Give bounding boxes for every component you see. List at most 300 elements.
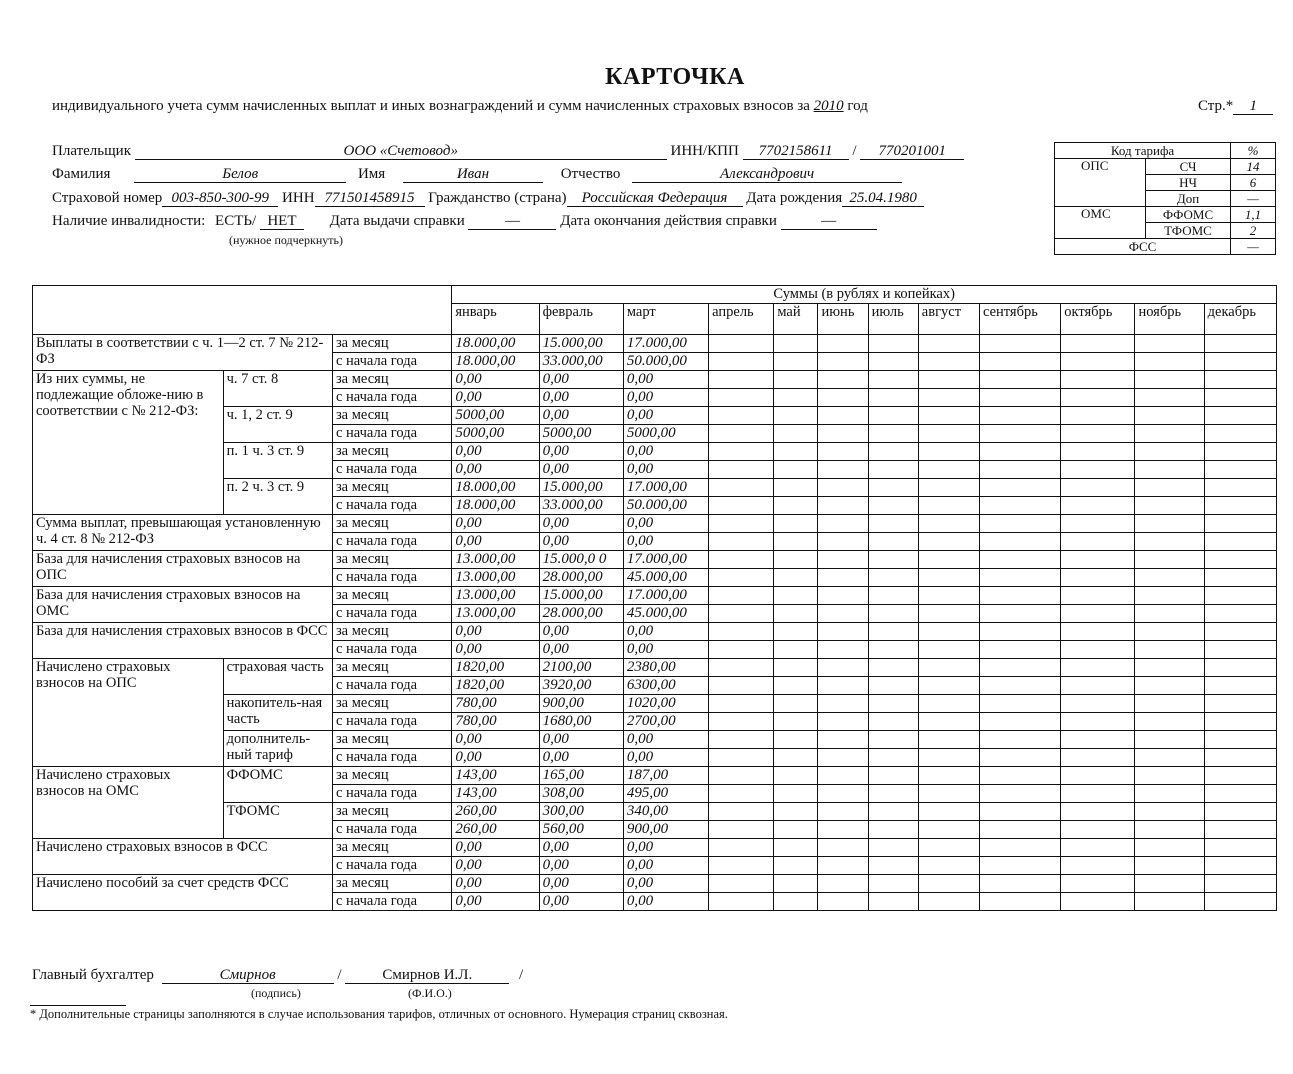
amount-cell[interactable] <box>774 677 818 695</box>
amount-cell[interactable] <box>1204 623 1276 641</box>
amount-cell[interactable] <box>1204 587 1276 605</box>
amount-cell[interactable] <box>1204 641 1276 659</box>
amount-cell[interactable] <box>868 893 918 911</box>
amount-cell[interactable] <box>774 515 818 533</box>
amount-cell[interactable] <box>1204 695 1276 713</box>
amount-cell[interactable] <box>818 461 868 479</box>
amount-cell[interactable] <box>1061 569 1135 587</box>
amount-cell[interactable] <box>709 407 774 425</box>
amount-cell[interactable] <box>818 551 868 569</box>
amount-cell[interactable] <box>709 605 774 623</box>
amount-cell[interactable] <box>709 461 774 479</box>
amount-cell[interactable] <box>868 659 918 677</box>
amount-cell[interactable] <box>868 803 918 821</box>
amount-cell[interactable] <box>979 731 1060 749</box>
amount-cell[interactable] <box>818 803 868 821</box>
amount-cell[interactable] <box>818 713 868 731</box>
amount-cell[interactable] <box>868 695 918 713</box>
amount-cell[interactable] <box>979 569 1060 587</box>
amount-cell[interactable] <box>1204 335 1276 353</box>
amount-cell[interactable] <box>868 569 918 587</box>
amount-cell[interactable]: 17.000,00 <box>623 587 708 605</box>
amount-cell[interactable]: 0,00 <box>539 533 623 551</box>
amount-cell[interactable] <box>774 641 818 659</box>
amount-cell[interactable] <box>709 875 774 893</box>
amount-cell[interactable] <box>868 353 918 371</box>
amount-cell[interactable] <box>979 371 1060 389</box>
amount-cell[interactable]: 560,00 <box>539 821 623 839</box>
amount-cell[interactable] <box>818 371 868 389</box>
amount-cell[interactable] <box>709 731 774 749</box>
amount-cell[interactable] <box>1204 389 1276 407</box>
amount-cell[interactable] <box>1204 515 1276 533</box>
amount-cell[interactable] <box>774 893 818 911</box>
amount-cell[interactable]: 33.000,00 <box>539 353 623 371</box>
amount-cell[interactable]: 33.000,00 <box>539 497 623 515</box>
amount-cell[interactable] <box>1061 857 1135 875</box>
amount-cell[interactable]: 0,00 <box>623 749 708 767</box>
amount-cell[interactable]: 13.000,00 <box>452 551 539 569</box>
amount-cell[interactable] <box>774 443 818 461</box>
amount-cell[interactable]: 13.000,00 <box>452 587 539 605</box>
amount-cell[interactable]: 143,00 <box>452 767 539 785</box>
amount-cell[interactable] <box>1061 479 1135 497</box>
amount-cell[interactable] <box>774 731 818 749</box>
amount-cell[interactable] <box>918 479 979 497</box>
amount-cell[interactable] <box>818 749 868 767</box>
amount-cell[interactable] <box>774 371 818 389</box>
amount-cell[interactable] <box>918 695 979 713</box>
amount-cell[interactable] <box>918 587 979 605</box>
amount-cell[interactable] <box>918 497 979 515</box>
amount-cell[interactable] <box>1204 749 1276 767</box>
amount-cell[interactable] <box>868 497 918 515</box>
amount-cell[interactable] <box>1204 659 1276 677</box>
amount-cell[interactable] <box>918 839 979 857</box>
amount-cell[interactable]: 260,00 <box>452 821 539 839</box>
disability-no[interactable]: НЕТ <box>260 213 304 230</box>
amount-cell[interactable] <box>709 515 774 533</box>
amount-cell[interactable]: 0,00 <box>452 857 539 875</box>
amount-cell[interactable] <box>979 713 1060 731</box>
amount-cell[interactable] <box>818 875 868 893</box>
amount-cell[interactable] <box>918 731 979 749</box>
amount-cell[interactable] <box>979 605 1060 623</box>
amount-cell[interactable] <box>1061 767 1135 785</box>
amount-cell[interactable] <box>868 821 918 839</box>
first-name-field[interactable]: Иван <box>403 166 543 183</box>
amount-cell[interactable] <box>709 569 774 587</box>
amount-cell[interactable] <box>868 839 918 857</box>
amount-cell[interactable]: 2380,00 <box>623 659 708 677</box>
amount-cell[interactable] <box>979 497 1060 515</box>
amount-cell[interactable] <box>1061 785 1135 803</box>
amount-cell[interactable]: 6300,00 <box>623 677 708 695</box>
amount-cell[interactable] <box>868 551 918 569</box>
amount-cell[interactable] <box>868 533 918 551</box>
amount-cell[interactable] <box>1204 479 1276 497</box>
amount-cell[interactable] <box>1204 605 1276 623</box>
amount-cell[interactable] <box>1204 551 1276 569</box>
amount-cell[interactable] <box>818 497 868 515</box>
amount-cell[interactable]: 0,00 <box>452 731 539 749</box>
amount-cell[interactable] <box>1204 407 1276 425</box>
amount-cell[interactable] <box>709 677 774 695</box>
amount-cell[interactable]: 0,00 <box>452 623 539 641</box>
amount-cell[interactable]: 143,00 <box>452 785 539 803</box>
amount-cell[interactable] <box>774 695 818 713</box>
amount-cell[interactable] <box>868 335 918 353</box>
amount-cell[interactable] <box>1135 695 1204 713</box>
amount-cell[interactable] <box>818 677 868 695</box>
amount-cell[interactable] <box>818 407 868 425</box>
amount-cell[interactable]: 5000,00 <box>452 425 539 443</box>
amount-cell[interactable] <box>1135 407 1204 425</box>
amount-cell[interactable] <box>1135 731 1204 749</box>
amount-cell[interactable] <box>818 389 868 407</box>
amount-cell[interactable] <box>1204 713 1276 731</box>
amount-cell[interactable] <box>918 659 979 677</box>
amount-cell[interactable] <box>818 443 868 461</box>
amount-cell[interactable] <box>918 389 979 407</box>
birth-field[interactable]: 25.04.1980 <box>842 190 924 207</box>
amount-cell[interactable] <box>1135 821 1204 839</box>
amount-cell[interactable] <box>709 353 774 371</box>
amount-cell[interactable] <box>774 839 818 857</box>
amount-cell[interactable] <box>1061 605 1135 623</box>
amount-cell[interactable]: 2700,00 <box>623 713 708 731</box>
amount-cell[interactable] <box>918 875 979 893</box>
amount-cell[interactable]: 300,00 <box>539 803 623 821</box>
amount-cell[interactable]: 0,00 <box>452 515 539 533</box>
amount-cell[interactable] <box>1204 785 1276 803</box>
amount-cell[interactable] <box>1135 659 1204 677</box>
amount-cell[interactable]: 17.000,00 <box>623 479 708 497</box>
amount-cell[interactable] <box>918 641 979 659</box>
amount-cell[interactable] <box>709 785 774 803</box>
amount-cell[interactable] <box>918 677 979 695</box>
insurance-field[interactable]: 003-850-300-99 <box>162 190 278 207</box>
amount-cell[interactable] <box>1204 569 1276 587</box>
amount-cell[interactable] <box>774 497 818 515</box>
amount-cell[interactable] <box>1135 605 1204 623</box>
amount-cell[interactable] <box>1135 767 1204 785</box>
amount-cell[interactable]: 340,00 <box>623 803 708 821</box>
amount-cell[interactable] <box>1061 695 1135 713</box>
payer-inn-field[interactable]: 7702158611 <box>743 143 849 160</box>
amount-cell[interactable] <box>1135 551 1204 569</box>
amount-cell[interactable] <box>918 857 979 875</box>
amount-cell[interactable]: 0,00 <box>539 857 623 875</box>
amount-cell[interactable]: 0,00 <box>539 371 623 389</box>
amount-cell[interactable] <box>868 875 918 893</box>
amount-cell[interactable] <box>979 353 1060 371</box>
amount-cell[interactable] <box>1135 425 1204 443</box>
amount-cell[interactable] <box>818 893 868 911</box>
amount-cell[interactable]: 0,00 <box>623 839 708 857</box>
amount-cell[interactable] <box>979 479 1060 497</box>
amount-cell[interactable] <box>979 875 1060 893</box>
amount-cell[interactable]: 28.000,00 <box>539 605 623 623</box>
amount-cell[interactable] <box>1061 587 1135 605</box>
amount-cell[interactable]: 0,00 <box>539 623 623 641</box>
amount-cell[interactable] <box>818 605 868 623</box>
amount-cell[interactable] <box>818 623 868 641</box>
amount-cell[interactable] <box>1135 857 1204 875</box>
cert-end-field[interactable]: — <box>781 213 877 230</box>
amount-cell[interactable] <box>1135 335 1204 353</box>
amount-cell[interactable] <box>979 695 1060 713</box>
amount-cell[interactable] <box>818 857 868 875</box>
amount-cell[interactable] <box>1204 821 1276 839</box>
amount-cell[interactable] <box>979 461 1060 479</box>
amount-cell[interactable] <box>709 695 774 713</box>
amount-cell[interactable] <box>1204 443 1276 461</box>
amount-cell[interactable]: 0,00 <box>623 443 708 461</box>
amount-cell[interactable]: 0,00 <box>539 407 623 425</box>
amount-cell[interactable] <box>979 839 1060 857</box>
amount-cell[interactable] <box>979 587 1060 605</box>
amount-cell[interactable]: 15.000,00 <box>539 335 623 353</box>
amount-cell[interactable] <box>918 767 979 785</box>
person-inn-field[interactable]: 771501458915 <box>315 190 425 207</box>
amount-cell[interactable]: 50.000,00 <box>623 497 708 515</box>
amount-cell[interactable] <box>1061 893 1135 911</box>
amount-cell[interactable] <box>979 749 1060 767</box>
amount-cell[interactable] <box>979 893 1060 911</box>
amount-cell[interactable] <box>1061 641 1135 659</box>
amount-cell[interactable] <box>868 515 918 533</box>
amount-cell[interactable] <box>979 785 1060 803</box>
amount-cell[interactable] <box>709 371 774 389</box>
amount-cell[interactable]: 0,00 <box>452 371 539 389</box>
amount-cell[interactable] <box>709 767 774 785</box>
amount-cell[interactable] <box>774 353 818 371</box>
amount-cell[interactable] <box>709 857 774 875</box>
amount-cell[interactable] <box>1204 767 1276 785</box>
amount-cell[interactable] <box>868 605 918 623</box>
amount-cell[interactable] <box>918 425 979 443</box>
amount-cell[interactable]: 0,00 <box>539 839 623 857</box>
amount-cell[interactable] <box>979 857 1060 875</box>
amount-cell[interactable]: 17.000,00 <box>623 335 708 353</box>
amount-cell[interactable]: 0,00 <box>623 857 708 875</box>
amount-cell[interactable] <box>1135 713 1204 731</box>
amount-cell[interactable] <box>1061 659 1135 677</box>
amount-cell[interactable]: 18.000,00 <box>452 335 539 353</box>
amount-cell[interactable] <box>918 515 979 533</box>
amount-cell[interactable] <box>1061 425 1135 443</box>
amount-cell[interactable] <box>868 623 918 641</box>
amount-cell[interactable] <box>868 443 918 461</box>
amount-cell[interactable] <box>868 479 918 497</box>
signature-field[interactable]: Смирнов <box>162 967 334 984</box>
amount-cell[interactable] <box>918 821 979 839</box>
amount-cell[interactable]: 18.000,00 <box>452 353 539 371</box>
amount-cell[interactable] <box>818 821 868 839</box>
amount-cell[interactable] <box>709 335 774 353</box>
amount-cell[interactable] <box>774 623 818 641</box>
amount-cell[interactable]: 165,00 <box>539 767 623 785</box>
amount-cell[interactable] <box>1061 551 1135 569</box>
amount-cell[interactable] <box>709 713 774 731</box>
amount-cell[interactable] <box>1061 731 1135 749</box>
amount-cell[interactable] <box>818 659 868 677</box>
amount-cell[interactable] <box>1135 443 1204 461</box>
amount-cell[interactable] <box>979 659 1060 677</box>
amount-cell[interactable] <box>774 533 818 551</box>
amount-cell[interactable] <box>979 533 1060 551</box>
amount-cell[interactable]: 17.000,00 <box>623 551 708 569</box>
amount-cell[interactable] <box>1135 587 1204 605</box>
amount-cell[interactable]: 0,00 <box>452 461 539 479</box>
amount-cell[interactable]: 0,00 <box>623 641 708 659</box>
amount-cell[interactable]: 0,00 <box>539 875 623 893</box>
amount-cell[interactable] <box>979 389 1060 407</box>
amount-cell[interactable] <box>979 677 1060 695</box>
amount-cell[interactable]: 2100,00 <box>539 659 623 677</box>
amount-cell[interactable]: 0,00 <box>623 515 708 533</box>
amount-cell[interactable] <box>818 641 868 659</box>
amount-cell[interactable]: 0,00 <box>452 875 539 893</box>
amount-cell[interactable] <box>774 389 818 407</box>
amount-cell[interactable] <box>774 569 818 587</box>
amount-cell[interactable] <box>979 767 1060 785</box>
amount-cell[interactable] <box>979 335 1060 353</box>
amount-cell[interactable] <box>979 803 1060 821</box>
amount-cell[interactable] <box>868 677 918 695</box>
amount-cell[interactable] <box>1061 515 1135 533</box>
amount-cell[interactable]: 0,00 <box>539 893 623 911</box>
amount-cell[interactable] <box>1204 803 1276 821</box>
amount-cell[interactable]: 0,00 <box>539 641 623 659</box>
amount-cell[interactable] <box>818 335 868 353</box>
amount-cell[interactable] <box>1204 839 1276 857</box>
cert-issue-field[interactable]: — <box>468 213 556 230</box>
amount-cell[interactable] <box>1135 875 1204 893</box>
amount-cell[interactable]: 3920,00 <box>539 677 623 695</box>
amount-cell[interactable] <box>1135 389 1204 407</box>
amount-cell[interactable] <box>868 371 918 389</box>
amount-cell[interactable] <box>918 749 979 767</box>
citizenship-field[interactable]: Российская Федерация <box>567 190 743 207</box>
amount-cell[interactable]: 1020,00 <box>623 695 708 713</box>
amount-cell[interactable] <box>868 407 918 425</box>
amount-cell[interactable] <box>818 353 868 371</box>
amount-cell[interactable]: 13.000,00 <box>452 569 539 587</box>
amount-cell[interactable] <box>818 785 868 803</box>
amount-cell[interactable]: 5000,00 <box>452 407 539 425</box>
amount-cell[interactable] <box>1135 749 1204 767</box>
amount-cell[interactable] <box>774 461 818 479</box>
patronymic-field[interactable]: Александрович <box>632 166 902 183</box>
amount-cell[interactable] <box>709 821 774 839</box>
amount-cell[interactable] <box>918 407 979 425</box>
amount-cell[interactable] <box>868 713 918 731</box>
amount-cell[interactable] <box>868 389 918 407</box>
amount-cell[interactable]: 308,00 <box>539 785 623 803</box>
amount-cell[interactable] <box>774 425 818 443</box>
amount-cell[interactable]: 0,00 <box>539 443 623 461</box>
amount-cell[interactable]: 1680,00 <box>539 713 623 731</box>
amount-cell[interactable] <box>1204 875 1276 893</box>
amount-cell[interactable] <box>1135 353 1204 371</box>
amount-cell[interactable] <box>774 551 818 569</box>
payer-kpp-field[interactable]: 770201001 <box>860 143 964 160</box>
amount-cell[interactable] <box>709 839 774 857</box>
amount-cell[interactable] <box>774 479 818 497</box>
surname-field[interactable]: Белов <box>134 166 346 183</box>
amount-cell[interactable]: 28.000,00 <box>539 569 623 587</box>
amount-cell[interactable] <box>979 551 1060 569</box>
amount-cell[interactable]: 0,00 <box>623 461 708 479</box>
amount-cell[interactable]: 0,00 <box>539 461 623 479</box>
amount-cell[interactable]: 15.000,00 <box>539 587 623 605</box>
amount-cell[interactable] <box>1061 461 1135 479</box>
amount-cell[interactable] <box>1061 749 1135 767</box>
amount-cell[interactable] <box>1135 803 1204 821</box>
amount-cell[interactable]: 0,00 <box>539 515 623 533</box>
amount-cell[interactable]: 13.000,00 <box>452 605 539 623</box>
amount-cell[interactable]: 0,00 <box>539 731 623 749</box>
amount-cell[interactable] <box>868 425 918 443</box>
amount-cell[interactable] <box>709 551 774 569</box>
amount-cell[interactable] <box>818 695 868 713</box>
amount-cell[interactable] <box>1135 479 1204 497</box>
amount-cell[interactable] <box>709 587 774 605</box>
amount-cell[interactable] <box>1204 371 1276 389</box>
amount-cell[interactable] <box>774 407 818 425</box>
amount-cell[interactable] <box>1061 353 1135 371</box>
amount-cell[interactable]: 900,00 <box>539 695 623 713</box>
fio-field[interactable]: Смирнов И.Л. <box>345 967 509 984</box>
amount-cell[interactable] <box>818 533 868 551</box>
amount-cell[interactable]: 0,00 <box>623 389 708 407</box>
amount-cell[interactable] <box>818 569 868 587</box>
amount-cell[interactable]: 495,00 <box>623 785 708 803</box>
amount-cell[interactable]: 45.000,00 <box>623 605 708 623</box>
amount-cell[interactable] <box>1135 677 1204 695</box>
amount-cell[interactable] <box>709 479 774 497</box>
amount-cell[interactable] <box>1135 569 1204 587</box>
amount-cell[interactable] <box>979 515 1060 533</box>
amount-cell[interactable]: 900,00 <box>623 821 708 839</box>
amount-cell[interactable] <box>918 335 979 353</box>
amount-cell[interactable] <box>979 821 1060 839</box>
amount-cell[interactable] <box>918 353 979 371</box>
amount-cell[interactable] <box>774 803 818 821</box>
amount-cell[interactable]: 15.000,00 <box>539 479 623 497</box>
amount-cell[interactable]: 0,00 <box>539 389 623 407</box>
amount-cell[interactable]: 45.000,00 <box>623 569 708 587</box>
amount-cell[interactable] <box>1204 533 1276 551</box>
amount-cell[interactable] <box>774 875 818 893</box>
amount-cell[interactable]: 18.000,00 <box>452 479 539 497</box>
amount-cell[interactable] <box>1061 443 1135 461</box>
amount-cell[interactable]: 0,00 <box>452 533 539 551</box>
amount-cell[interactable] <box>868 587 918 605</box>
amount-cell[interactable]: 0,00 <box>452 893 539 911</box>
amount-cell[interactable] <box>709 749 774 767</box>
amount-cell[interactable] <box>1204 425 1276 443</box>
amount-cell[interactable] <box>774 785 818 803</box>
amount-cell[interactable] <box>774 857 818 875</box>
amount-cell[interactable]: 260,00 <box>452 803 539 821</box>
amount-cell[interactable] <box>979 407 1060 425</box>
amount-cell[interactable] <box>1135 371 1204 389</box>
amount-cell[interactable] <box>1061 407 1135 425</box>
amount-cell[interactable] <box>1061 389 1135 407</box>
